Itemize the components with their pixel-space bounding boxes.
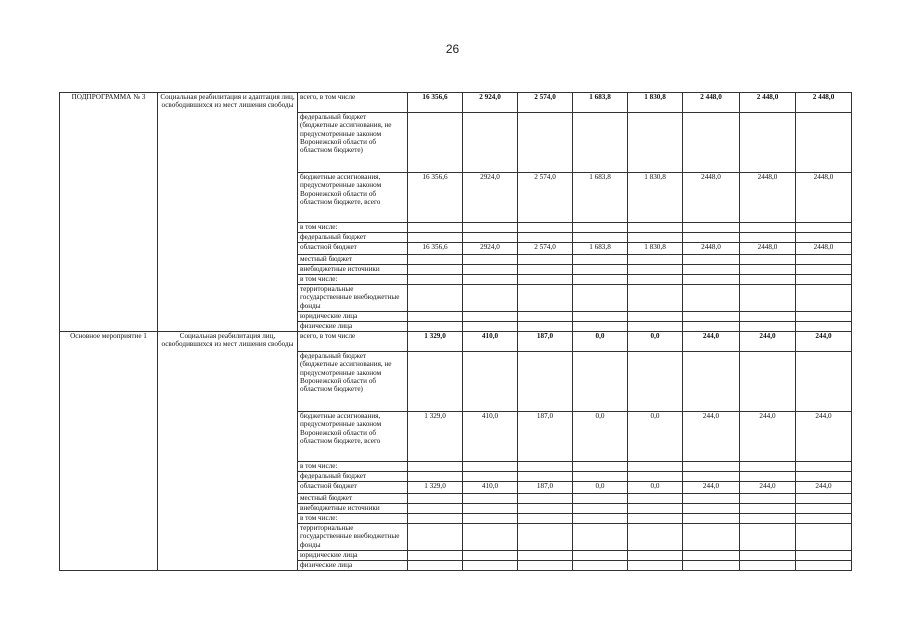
amount-cell: 16 356,6 xyxy=(408,243,463,255)
amount-cell xyxy=(518,265,573,275)
amount-cell: 1 329,0 xyxy=(408,332,463,352)
amount-cell xyxy=(740,322,796,332)
amount-cell xyxy=(796,322,852,332)
amount-cell xyxy=(628,352,683,412)
amount-cell: 2448,0 xyxy=(683,243,740,255)
amount-cell xyxy=(408,233,463,243)
amount-cell xyxy=(683,462,740,472)
amount-cell: 2448,0 xyxy=(683,173,740,223)
amount-cell xyxy=(740,255,796,265)
amount-cell xyxy=(408,255,463,265)
amount-cell xyxy=(683,312,740,322)
amount-cell: 2 448,0 xyxy=(683,93,740,113)
amount-cell: 2924,0 xyxy=(463,173,518,223)
amount-cell xyxy=(573,322,628,332)
amount-cell: 2448,0 xyxy=(740,173,796,223)
amount-cell: 410,0 xyxy=(463,332,518,352)
amount-cell xyxy=(463,551,518,561)
amount-cell: 2 448,0 xyxy=(796,93,852,113)
amount-cell: 16 356,6 xyxy=(408,93,463,113)
amount-cell xyxy=(683,472,740,482)
funding-source-cell: территориальные государственные внебюджетные фонды xyxy=(298,285,408,312)
amount-cell xyxy=(573,472,628,482)
amount-cell xyxy=(683,551,740,561)
budget-table xyxy=(59,92,852,571)
amount-cell: 0,0 xyxy=(628,332,683,352)
amount-cell xyxy=(463,472,518,482)
amount-cell xyxy=(463,312,518,322)
amount-cell xyxy=(740,275,796,285)
amount-cell xyxy=(518,322,573,332)
amount-cell xyxy=(573,494,628,504)
amount-cell xyxy=(408,551,463,561)
amount-cell xyxy=(740,514,796,524)
amount-cell xyxy=(463,352,518,412)
amount-cell xyxy=(628,472,683,482)
funding-source-cell: федеральный бюджет xyxy=(298,472,408,482)
amount-cell xyxy=(796,255,852,265)
amount-cell: 410,0 xyxy=(463,412,518,462)
amount-cell xyxy=(683,561,740,571)
amount-cell xyxy=(740,265,796,275)
amount-cell xyxy=(408,462,463,472)
amount-cell xyxy=(573,524,628,551)
amount-cell: 0,0 xyxy=(573,332,628,352)
amount-cell: 244,0 xyxy=(740,412,796,462)
amount-cell xyxy=(740,113,796,173)
amount-cell xyxy=(573,285,628,312)
amount-cell xyxy=(408,514,463,524)
amount-cell xyxy=(740,312,796,322)
amount-cell xyxy=(463,223,518,233)
funding-source-cell: в том числе: xyxy=(298,275,408,285)
amount-cell xyxy=(740,524,796,551)
amount-cell xyxy=(683,275,740,285)
amount-cell: 2 448,0 xyxy=(740,93,796,113)
amount-cell: 2448,0 xyxy=(796,243,852,255)
amount-cell: 244,0 xyxy=(683,482,740,494)
amount-cell: 2448,0 xyxy=(796,173,852,223)
amount-cell xyxy=(463,504,518,514)
amount-cell: 187,0 xyxy=(518,482,573,494)
amount-cell: 187,0 xyxy=(518,332,573,352)
amount-cell xyxy=(796,504,852,514)
amount-cell xyxy=(740,352,796,412)
amount-cell xyxy=(463,255,518,265)
amount-cell: 410,0 xyxy=(463,482,518,494)
amount-cell: 0,0 xyxy=(573,482,628,494)
amount-cell xyxy=(683,322,740,332)
amount-cell xyxy=(683,504,740,514)
program-description-cell: Социальная реабилитация и адаптация лиц, освободившихся из мест лишения свободы xyxy=(158,93,298,332)
amount-cell: 1 329,0 xyxy=(408,482,463,494)
amount-cell xyxy=(740,285,796,312)
amount-cell: 0,0 xyxy=(573,412,628,462)
amount-cell xyxy=(518,514,573,524)
amount-cell xyxy=(463,494,518,504)
amount-cell: 244,0 xyxy=(683,412,740,462)
amount-cell xyxy=(740,233,796,243)
amount-cell xyxy=(683,233,740,243)
amount-cell xyxy=(628,233,683,243)
amount-cell xyxy=(628,462,683,472)
amount-cell xyxy=(408,504,463,514)
funding-source-cell: бюджетные ассигнования, предусмотренные законом Воронежской области об областном бюджете, всего xyxy=(298,173,408,223)
amount-cell xyxy=(740,504,796,514)
amount-cell xyxy=(518,285,573,312)
amount-cell xyxy=(796,233,852,243)
amount-cell: 1 683,8 xyxy=(573,93,628,113)
amount-cell xyxy=(740,551,796,561)
amount-cell xyxy=(796,551,852,561)
amount-cell xyxy=(628,514,683,524)
amount-cell xyxy=(408,561,463,571)
amount-cell: 244,0 xyxy=(683,332,740,352)
amount-cell xyxy=(518,352,573,412)
amount-cell xyxy=(408,472,463,482)
amount-cell xyxy=(518,472,573,482)
amount-cell: 1 830,8 xyxy=(628,93,683,113)
amount-cell xyxy=(796,561,852,571)
amount-cell xyxy=(740,494,796,504)
funding-source-cell: в том числе: xyxy=(298,462,408,472)
amount-cell xyxy=(463,462,518,472)
amount-cell xyxy=(408,494,463,504)
amount-cell xyxy=(518,233,573,243)
amount-cell xyxy=(573,113,628,173)
amount-cell xyxy=(408,524,463,551)
amount-cell xyxy=(628,265,683,275)
amount-cell: 187,0 xyxy=(518,412,573,462)
funding-source-cell: в том числе: xyxy=(298,223,408,233)
amount-cell xyxy=(463,275,518,285)
amount-cell xyxy=(408,275,463,285)
amount-cell xyxy=(573,275,628,285)
funding-source-cell: физические лица xyxy=(298,561,408,571)
amount-cell xyxy=(740,462,796,472)
amount-cell xyxy=(796,285,852,312)
amount-cell xyxy=(628,275,683,285)
amount-cell: 0,0 xyxy=(628,412,683,462)
amount-cell xyxy=(463,265,518,275)
amount-cell xyxy=(628,322,683,332)
amount-cell xyxy=(796,514,852,524)
amount-cell xyxy=(628,504,683,514)
amount-cell xyxy=(683,524,740,551)
amount-cell xyxy=(573,255,628,265)
amount-cell xyxy=(683,265,740,275)
amount-cell: 1 830,8 xyxy=(628,243,683,255)
table-row xyxy=(60,93,852,113)
amount-cell xyxy=(518,462,573,472)
funding-source-cell: местный бюджет xyxy=(298,255,408,265)
amount-cell xyxy=(573,352,628,412)
amount-cell xyxy=(408,113,463,173)
amount-cell xyxy=(518,255,573,265)
funding-source-cell: внебюджетные источники xyxy=(298,504,408,514)
funding-source-cell: областной бюджет xyxy=(298,243,408,255)
amount-cell xyxy=(796,223,852,233)
amount-cell xyxy=(740,223,796,233)
amount-cell xyxy=(573,504,628,514)
amount-cell xyxy=(463,514,518,524)
amount-cell: 1 830,8 xyxy=(628,173,683,223)
amount-cell: 244,0 xyxy=(796,412,852,462)
amount-cell xyxy=(683,255,740,265)
amount-cell: 2 574,0 xyxy=(518,93,573,113)
amount-cell xyxy=(518,113,573,173)
amount-cell xyxy=(683,113,740,173)
amount-cell: 2448,0 xyxy=(740,243,796,255)
amount-cell: 1 683,8 xyxy=(573,173,628,223)
amount-cell xyxy=(796,462,852,472)
amount-cell: 1 683,8 xyxy=(573,243,628,255)
program-description-cell: Социальная реабилитация лиц, освободившихся из мест лишения свободы xyxy=(158,332,298,571)
funding-source-cell: бюджетные ассигнования, предусмотренные законом Воронежской области об областном бюджете, всего xyxy=(298,412,408,462)
amount-cell xyxy=(408,322,463,332)
amount-cell: 0,0 xyxy=(628,482,683,494)
amount-cell: 2 574,0 xyxy=(518,173,573,223)
funding-source-cell: федеральный бюджет xyxy=(298,233,408,243)
amount-cell xyxy=(628,255,683,265)
amount-cell xyxy=(463,524,518,551)
amount-cell xyxy=(573,561,628,571)
amount-cell: 16 356,6 xyxy=(408,173,463,223)
amount-cell xyxy=(740,561,796,571)
amount-cell xyxy=(518,551,573,561)
amount-cell xyxy=(573,551,628,561)
table-row xyxy=(60,332,852,352)
amount-cell: 244,0 xyxy=(740,482,796,494)
amount-cell xyxy=(683,494,740,504)
funding-source-cell: всего, в том числе xyxy=(298,332,408,352)
program-name-cell: ПОДПРОГРАММА № 3 xyxy=(60,93,158,332)
amount-cell xyxy=(628,285,683,312)
funding-source-cell: местный бюджет xyxy=(298,494,408,504)
program-name-cell: Основное мероприятие 1 xyxy=(60,332,158,571)
amount-cell xyxy=(796,494,852,504)
amount-cell xyxy=(463,233,518,243)
amount-cell: 2924,0 xyxy=(463,243,518,255)
funding-source-cell: внебюджетные источники xyxy=(298,265,408,275)
amount-cell xyxy=(408,312,463,322)
amount-cell xyxy=(628,524,683,551)
amount-cell xyxy=(628,561,683,571)
amount-cell: 244,0 xyxy=(796,482,852,494)
amount-cell xyxy=(683,285,740,312)
amount-cell: 2 924,0 xyxy=(463,93,518,113)
amount-cell xyxy=(408,352,463,412)
funding-source-cell: в том числе: xyxy=(298,514,408,524)
amount-cell xyxy=(518,275,573,285)
budget-table-body xyxy=(60,93,852,571)
amount-cell xyxy=(518,561,573,571)
amount-cell xyxy=(573,462,628,472)
amount-cell xyxy=(796,265,852,275)
amount-cell: 2 574,0 xyxy=(518,243,573,255)
amount-cell xyxy=(796,113,852,173)
amount-cell xyxy=(573,233,628,243)
amount-cell xyxy=(740,472,796,482)
amount-cell xyxy=(518,494,573,504)
amount-cell xyxy=(796,312,852,322)
amount-cell: 244,0 xyxy=(740,332,796,352)
amount-cell xyxy=(408,265,463,275)
amount-cell xyxy=(573,514,628,524)
amount-cell xyxy=(463,285,518,312)
amount-cell xyxy=(628,113,683,173)
amount-cell: 1 329,0 xyxy=(408,412,463,462)
amount-cell xyxy=(408,285,463,312)
amount-cell xyxy=(628,551,683,561)
amount-cell xyxy=(573,312,628,322)
amount-cell xyxy=(463,113,518,173)
amount-cell xyxy=(518,504,573,514)
amount-cell xyxy=(628,312,683,322)
amount-cell xyxy=(683,223,740,233)
amount-cell: 244,0 xyxy=(796,332,852,352)
amount-cell xyxy=(796,524,852,551)
amount-cell xyxy=(463,322,518,332)
funding-source-cell: всего, в том числе xyxy=(298,93,408,113)
amount-cell xyxy=(628,223,683,233)
amount-cell xyxy=(573,223,628,233)
amount-cell xyxy=(518,524,573,551)
funding-source-cell: юридические лица xyxy=(298,312,408,322)
funding-source-cell: территориальные государственные внебюджетные фонды xyxy=(298,524,408,551)
amount-cell xyxy=(518,312,573,322)
funding-source-cell: физические лица xyxy=(298,322,408,332)
funding-source-cell: федеральный бюджет (бюджетные ассигнования, не предусмотренные законом Воронежской области об областном бюджете) xyxy=(298,113,408,173)
amount-cell xyxy=(463,561,518,571)
amount-cell xyxy=(796,275,852,285)
amount-cell xyxy=(573,265,628,275)
amount-cell xyxy=(683,352,740,412)
amount-cell xyxy=(796,352,852,412)
page-number: 26 xyxy=(445,42,460,56)
amount-cell xyxy=(518,223,573,233)
amount-cell xyxy=(796,472,852,482)
funding-source-cell: федеральный бюджет (бюджетные ассигнования, не предусмотренные законом Воронежской области об областном бюджете) xyxy=(298,352,408,412)
amount-cell xyxy=(408,223,463,233)
amount-cell xyxy=(683,514,740,524)
funding-source-cell: юридические лица xyxy=(298,551,408,561)
amount-cell xyxy=(628,494,683,504)
funding-source-cell: областной бюджет xyxy=(298,482,408,494)
